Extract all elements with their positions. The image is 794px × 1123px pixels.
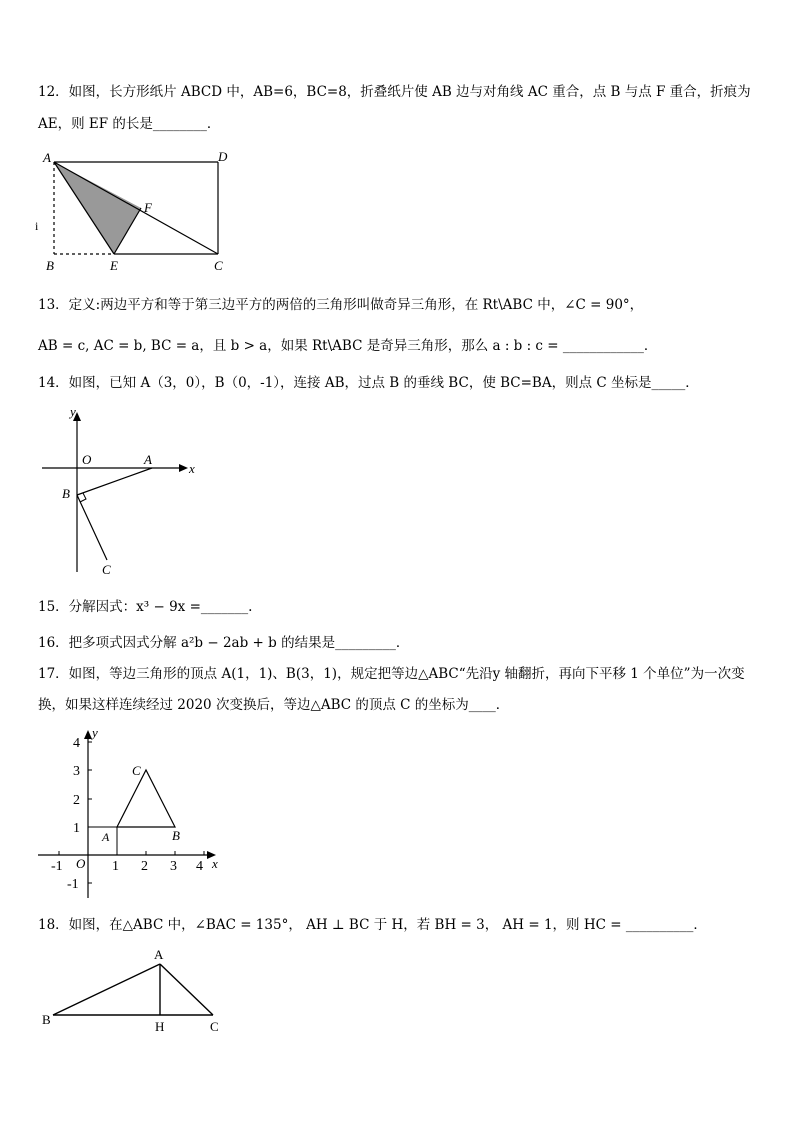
right-angle-mark xyxy=(80,493,86,502)
label-C: C xyxy=(214,258,223,273)
q14-figure xyxy=(36,402,206,580)
segment-BC xyxy=(77,495,107,560)
segment-BA xyxy=(53,964,160,1015)
diagonal-AC xyxy=(54,162,218,254)
stray-mark: i xyxy=(35,219,39,233)
q17-figure xyxy=(30,722,230,902)
x-tick-1: 1 xyxy=(112,859,119,874)
label-B: B xyxy=(42,1012,51,1027)
segment-BA xyxy=(77,468,152,495)
triangle-ABC xyxy=(117,770,175,827)
y-tick-neg1: -1 xyxy=(67,877,79,892)
q14-line1: 14．如图，已知 A（3，0），B（0，-1），连接 AB，过点 B 的垂线 BC，使 BC=BA，则点 C 坐标是_____． xyxy=(38,375,699,391)
q17-line1: 17．如图，等边三角形的顶点 A(1，1)、B(3，1)，规定把等边△ABC“先沿y 轴翻折，再向下平移 1 个单位”为一次变 xyxy=(38,666,745,682)
label-y: y xyxy=(70,404,76,419)
label-A: A xyxy=(144,452,152,467)
label-x: x xyxy=(212,856,218,871)
x-axis-arrow xyxy=(179,464,188,472)
y-tick-2: 2 xyxy=(73,793,80,808)
q16-line1: 16．把多项式因式分解 a²b − 2ab + b 的结果是_________． xyxy=(38,635,410,651)
label-D: D xyxy=(218,149,228,164)
label-B: B xyxy=(62,486,70,501)
label-F: F xyxy=(144,200,152,215)
segment-AC xyxy=(160,964,213,1015)
label-C: C xyxy=(102,562,111,577)
label-A: A xyxy=(43,150,51,165)
q18-figure xyxy=(36,944,236,1036)
x-tick-3: 3 xyxy=(170,859,177,874)
q18-line1: 18．如图，在△ABC 中，∠BAC = 135°， AH ⊥ BC 于 H，若 BH = 3， AH = 1，则 HC = __________． xyxy=(38,917,707,933)
shaded-triangle-AEF xyxy=(54,162,141,254)
q12-figure xyxy=(30,146,240,276)
q12-line2: AE，则 EF 的长是________． xyxy=(38,116,221,132)
x-tick-neg1: -1 xyxy=(51,859,63,874)
q13-line2: AB = c, AC = b, BC = a，且 b > a，如果 Rt\ABC 是奇异三角形，那么 a : b : c = ____________． xyxy=(38,338,658,354)
y-tick-1: 1 xyxy=(73,821,80,836)
y-tick-3: 3 xyxy=(73,764,80,779)
q15-line1: 15．分解因式：x³ − 9x =_______. xyxy=(38,599,253,615)
label-B: B xyxy=(46,258,54,273)
label-x: x xyxy=(189,461,195,476)
label-B: B xyxy=(172,828,180,843)
y-axis-arrow xyxy=(84,730,92,739)
label-H: H xyxy=(155,1019,165,1034)
label-E: E xyxy=(110,258,118,273)
label-O: O xyxy=(76,856,86,871)
label-A: A xyxy=(102,830,110,844)
y-tick-4: 4 xyxy=(73,736,80,751)
q17-line2: 换，如果这样连续经过 2020 次变换后，等边△ABC 的顶点 C 的坐标为____． xyxy=(38,697,510,713)
x-tick-4: 4 xyxy=(196,859,203,874)
q13-line1: 13．定义:两边平方和等于第三边平方的两倍的三角形叫做奇异三角形，在 Rt\ABC 中，∠C = 90°， xyxy=(38,297,644,313)
label-y: y xyxy=(92,725,98,740)
label-C: C xyxy=(210,1019,219,1034)
q12-line1: 12．如图，长方形纸片 ABCD 中，AB=6，BC=8，折叠纸片使 AB 边与对角线 AC 重合，点 B 与点 F 重合，折痕为 xyxy=(38,84,751,100)
label-O: O xyxy=(82,452,92,467)
label-C: C xyxy=(132,763,141,778)
x-tick-2: 2 xyxy=(141,859,148,874)
label-A: A xyxy=(154,947,164,962)
